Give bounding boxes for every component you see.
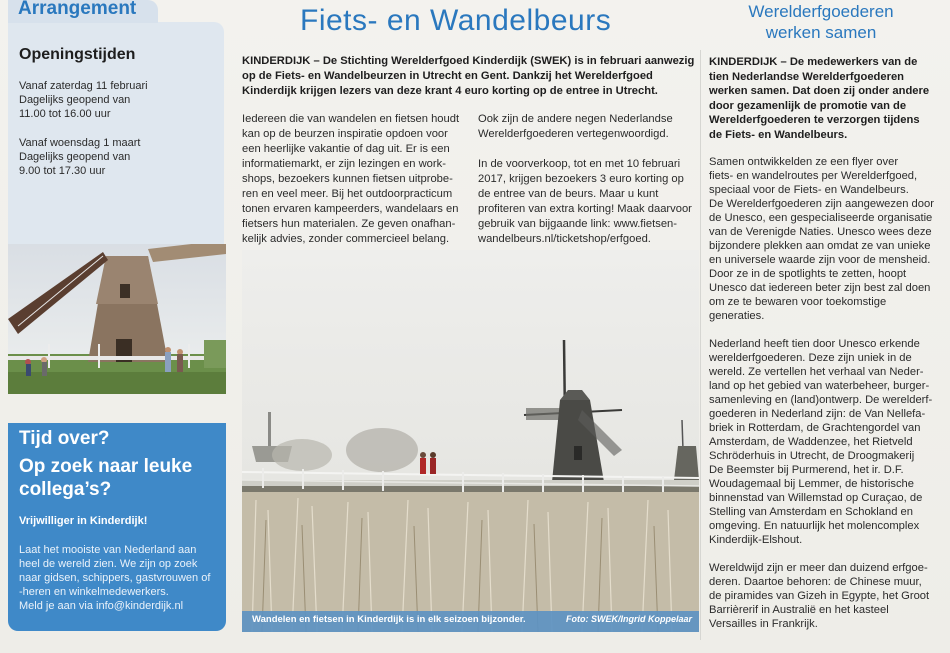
body-line: tonen ervaren kampeerders, wandelaars en [242, 203, 459, 215]
body-line: shops, bezoekers kunnen fietsen uitprobe- [242, 173, 453, 185]
body-line: Iedereen die van wandelen en fietsen houdt [242, 113, 460, 125]
volunteer-line: heel de wereld zien. We zijn op zoek [19, 558, 198, 570]
body-line: goederen in Nederland zijn: de Van Nellefa- [709, 408, 926, 420]
arrangement-tab [8, 0, 158, 23]
body-line: Barrièrerif in Australië en het kasteel [709, 604, 889, 616]
volunteer-heading: Op zoek naar leuke [19, 456, 193, 477]
body-line: Ook zijn de andere negen Nederlandse [478, 113, 673, 125]
body-line: Stelling van Amsterdam en Schokland en [709, 506, 913, 518]
volunteer-line: naar gidsen, schippers, gastvrouwen of [19, 572, 211, 584]
windmill-photo-small [8, 244, 226, 394]
volunteer-line: -heren en winkelmedewerkers. [19, 586, 169, 598]
body-line: Samen ontwikkelden ze een flyer over [709, 156, 899, 168]
opening-line: Dagelijks geopend van [19, 151, 131, 163]
opening-line: Dagelijks geopend van [19, 94, 131, 106]
right-title-line: werken samen [765, 23, 877, 42]
article-lead: KINDERDIJK – De Stichting Werelderfgoed Kinderdijk (SWEK) is in februari aanwezig op de Fiets- en Wandelbeurzen in Utrecht en Gent. Dankzij het Werelderfgoed Kinderdijk krijgen lezers van deze krant 4 euro korting op de entree in Utrecht. [242, 55, 695, 97]
body-line: De Beemster bij Purmerend, het ir. D.F. [709, 464, 904, 476]
body-line: Versailles in Frankrijk. [709, 618, 818, 630]
body-line: generaties. [709, 310, 765, 322]
body-line: kelijk advies, zonder commercieel belang. [242, 233, 450, 245]
lead-line: door gezamenlijk de promotie van de [709, 100, 907, 112]
volunteer-subtitle: Vrijwilliger in Kinderdijk! [19, 515, 148, 527]
body-line: Nederland heeft tien door Unesco erkende [709, 338, 920, 350]
body-line: de Unesco, een gespecialiseerde organisatie [709, 212, 933, 224]
windmill-photo-large [242, 250, 699, 632]
lead-line: de Fiets- en Wandelbeurs. [709, 129, 848, 141]
body-line: land op het gebied van waterbeheer, burger- [709, 380, 930, 392]
body-line: een heerlijke vakantie of dag uit. Er is een [242, 143, 450, 155]
body-line: Woudagemaal bij Lemmer, de historische [709, 478, 915, 490]
body-line: briek in Rotterdam, de Grachtengordel van [709, 422, 921, 434]
body-line: bijzondere plekken aan omdat ze van unieke [709, 240, 931, 252]
lead-line: tien Nederlandse Werelderfgoederen [709, 71, 905, 83]
body-line: deren. Daartoe behoren: de Chinese muur, [709, 576, 922, 588]
lead-line: KINDERDIJK – De medewerkers van de [709, 56, 918, 68]
body-line: omgeving. En natuurlijk het molencomplex [709, 520, 920, 532]
body-line: fiets- en wandelroutes per Werelderfgoed, [709, 170, 918, 182]
lead-line: werken samen. Dat doen zij onder andere [709, 85, 930, 97]
opening-line: Vanaf woensdag 1 maart [19, 137, 141, 149]
body-line: van de Verenigde Naties. Unesco wees deze [709, 226, 932, 238]
body-line: Unesco dat iedereen beter zijn best zal doen [709, 282, 931, 294]
opening-line: 9.00 tot 17.30 uur [19, 165, 106, 177]
body-line: samenleving en (land)ontwerp. De werelderf- [709, 394, 933, 406]
body-line: fietsers hun materialen. Ze geven onafhan- [242, 218, 456, 230]
body-line: de entree van de beurs. Maar u kunt [478, 188, 659, 200]
body-line: werelderfgoederen. Deze zijn uniek in de [709, 352, 912, 364]
opening-line: 11.00 tot 16.00 uur [19, 108, 111, 120]
body-line: wereld. Ze vertellen het verhaal van Neder- [709, 366, 924, 378]
article-title: Fiets- en Wandelbeurs [300, 4, 612, 37]
body-line: Wereldwijd zijn er meer dan duizend erfgoe- [709, 562, 928, 574]
body-line: om ze te bewaren voor toekomstige [709, 296, 887, 308]
body-line: kan op de beurzen inspiratie opdoen voor [242, 128, 448, 140]
body-line: Door ze in de spotlights te zetten, hoopt [709, 268, 907, 280]
arrangement-label: Arrangement [18, 0, 137, 19]
body-line: In de voorverkoop, tot en met 10 februari [478, 158, 681, 170]
body-line: Amsterdam, de Waddenzee, het Rietveld [709, 436, 913, 448]
body-line: ren en veel meer. Bij het outdoorpracticum [242, 188, 453, 200]
body-line: Schröderhuis in Utrecht, de Droogmakerij [709, 450, 915, 462]
body-line: en universele waarde zijn voor de mensheid. [709, 254, 931, 266]
volunteer-contact-line: Meld je aan via info@kinderdijk.nl [19, 600, 184, 612]
body-line: De Werelderfgoederen zijn aangewezen door [709, 198, 934, 210]
body-line: informatiemarkt, er zijn lezingen en work- [242, 158, 446, 170]
photo-credit: Foto: SWEK/Ingrid Koppelaar [566, 614, 692, 624]
volunteer-heading: Tijd over? [19, 428, 110, 449]
body-line: de piramides van Gizeh in Egypte, het Groot [709, 590, 930, 602]
volunteer-heading: collega’s? [19, 479, 112, 500]
volunteer-line: Laat het mooiste van Nederland aan [19, 544, 197, 556]
right-title-line: Werelderfgoederen [748, 2, 894, 21]
photo-caption: Wandelen en fietsen in Kinderdijk is in elk seizoen bijzonder. [252, 614, 526, 625]
body-line: Kinderdijk-Elshout. [709, 534, 803, 546]
body-line: gebruik van bijgaande link: www.fietsen- [478, 218, 677, 230]
body-line: Werelderfgoederen vertegenwoordigd. [478, 128, 669, 140]
opening-line: Vanaf zaterdag 11 februari [19, 80, 148, 92]
body-line: speciaal voor de Fiets- en Wandelbeurs. [709, 184, 909, 196]
opening-hours-title: Openingstijden [19, 46, 136, 63]
ticketshop-link-line: wandelbeurs.nl/ticketshop/erfgoed. [478, 233, 651, 245]
body-line: binnenstad van Willemstad op Curaçao, de [709, 492, 923, 504]
column-divider [700, 50, 701, 640]
lead-line: Werelderfgoederen te verzorgen tijdens [709, 114, 920, 126]
body-line: profiteren van extra korting! Maak daarvoor [478, 203, 692, 215]
body-line: 2017, krijgen bezoekers 3 euro korting op [478, 173, 684, 185]
